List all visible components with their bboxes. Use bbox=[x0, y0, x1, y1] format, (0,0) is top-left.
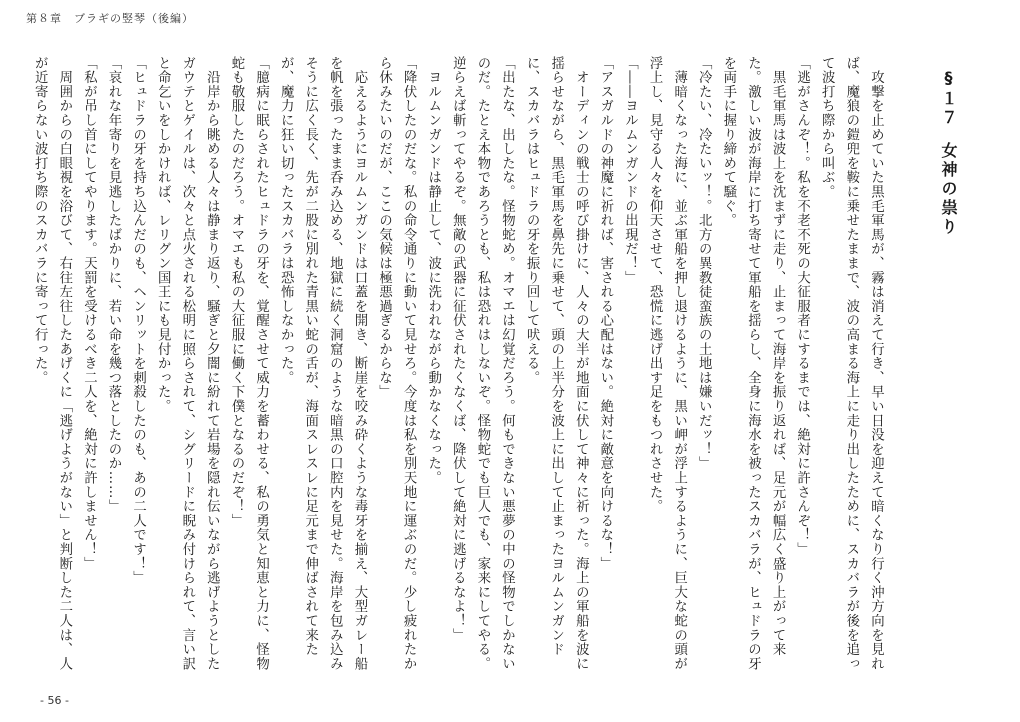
paragraph: 周囲からの白眼視を浴びて、右往左往したあげくに「逃げようがない」と判断した二人は、人が近寄らない波打ち際のスカバラに寄って行った。 bbox=[32, 56, 72, 671]
paragraph: 薄暗くなった海に、並ぶ軍船を押し退けるように、黒い岬が浮上するように、巨大な蛇の頭が浮上し、見守る人々を仰天させて、恐慌に逃げ出す足をもつれさせた。 bbox=[647, 56, 687, 671]
paragraph: 「出たな、出したな。怪物蛇め。オマエは幻覚だろう。何もできない悪夢の中の怪物でしかないのだ。たとえ本物であろうとも、私は恐れはしないぞ。怪物蛇でも巨人でも、家来にしてやる。逆らえば斬ってやるぞ。無敵の武器に征伏されたくなくば、降伏して絶対に逃げるなよ！」 bbox=[450, 56, 515, 671]
paragraph: 「私が吊し首にしてやります。天罰を受けるべき二人を、絶対に許しません！」 bbox=[81, 56, 97, 571]
paragraph: 「哀れな年寄りを見逃したばかりに、若い命を幾つ落としたのか……」 bbox=[106, 56, 121, 514]
section-title: 女神の祟り bbox=[939, 142, 958, 237]
paragraph: 「降伏したのだな。私の命令通りに動いて見せろ。今度は私を別天地に運ぶのだ。少し疲れたから休みたいのだが、ここの気候は極悪過ぎるからな」 bbox=[376, 56, 417, 671]
paragraph: 「冷たい、冷たいッ！。北方の異教徒蛮族の土地は嫌いだッ！」 bbox=[696, 56, 712, 471]
paragraph: 黒毛軍馬は波上を沈まずに走り、止まって海岸を振り返れば、足元が幅広く盛り上がって来た。激しい波が海岸に打ち寄せて軍船を揺らし、全身に海水を被ったスカバラが、ヒュドラの牙を両手に握り締めて騒ぐ。 bbox=[720, 56, 786, 671]
paragraph: 「――ヨルムンガンドの出現だ！」 bbox=[622, 56, 638, 285]
paragraph: 沿岸から眺める人々は静まり返り、騒ぎと夕闇に紛れて岩場を隠れ伝いながら逃げようとしたガウテとゲイルは、次々と点火される松明に照らされて、シグリードに睨み付けられて、言い訳と命乞いをしかければ、レリグン国王にも見付かった。 bbox=[155, 56, 220, 671]
paragraph: オーディンの戦士の呼び掛けに、人々の大半が地面に伏して神々に祈った。海上の軍船を波に揺らせながら、黒毛軍馬を鼻先に乗せて、頭の上半分を波上に出して止まったヨルムンガンドに、スカバラはヒュドラの牙を振り回して吠える。 bbox=[524, 56, 589, 671]
paragraph: 「アスガルドの神魔に祈れば、害される心配はない。絶対に敵意を向けるな！」 bbox=[597, 56, 613, 571]
paragraph: 応えるようにヨルムンガンドは口蓋を開き、断崖を咬み砕くような毒牙を揃え、大型ガレー船を帆を張ったまま呑み込める、地獄に続く洞窟のような暗黒の口腔内を見せた。海岸を包み込みそうに広く長く、先が二股に別れた青黒い蛇の舌が、海面スレスレに足元まで伸ばされて来たが、魔力に狂い切ったスカバラは恐怖しなかった。 bbox=[278, 56, 367, 671]
paragraph: ヨルムンガンドは静止して、波に洗われながら動かなくなった。 bbox=[425, 56, 441, 485]
paragraph: 「臆病に眠らされたヒュドラの牙を、覚醒させて威力を蓄わせる、私の勇気と知恵と力に、怪物蛇も敬服したのだろう。オマエも私の大征服に働く下僕となるのだぞ！」 bbox=[228, 56, 269, 671]
section-number: §１７ bbox=[939, 68, 958, 128]
paragraph: 「ヒュドラの牙を持ち込んだのも、ヘンリットを刺殺したのも、あの二人です！」 bbox=[130, 56, 146, 586]
section-heading bbox=[935, 56, 960, 678]
paragraph: 攻撃を止めていた黒毛軍馬が、霧は消えて行き、早い日没を迎えて暗くなり行く沖方向を見れば、魔狼の鎧兜を鞍に乗せたままで、波の高まる海上に走り出したために、スカバラが後を追って波打ち際から叫ぶ。 bbox=[819, 56, 884, 671]
paragraph: 「逃がさんぞ！。私を不老不死の大征服者にするまでは、絶対に許さんぞ！」 bbox=[794, 56, 810, 557]
running-head: 第８章 ブラギの竪琴（後編） bbox=[26, 12, 194, 25]
page-number: - 56 - bbox=[40, 694, 69, 707]
body-text bbox=[27, 56, 960, 678]
